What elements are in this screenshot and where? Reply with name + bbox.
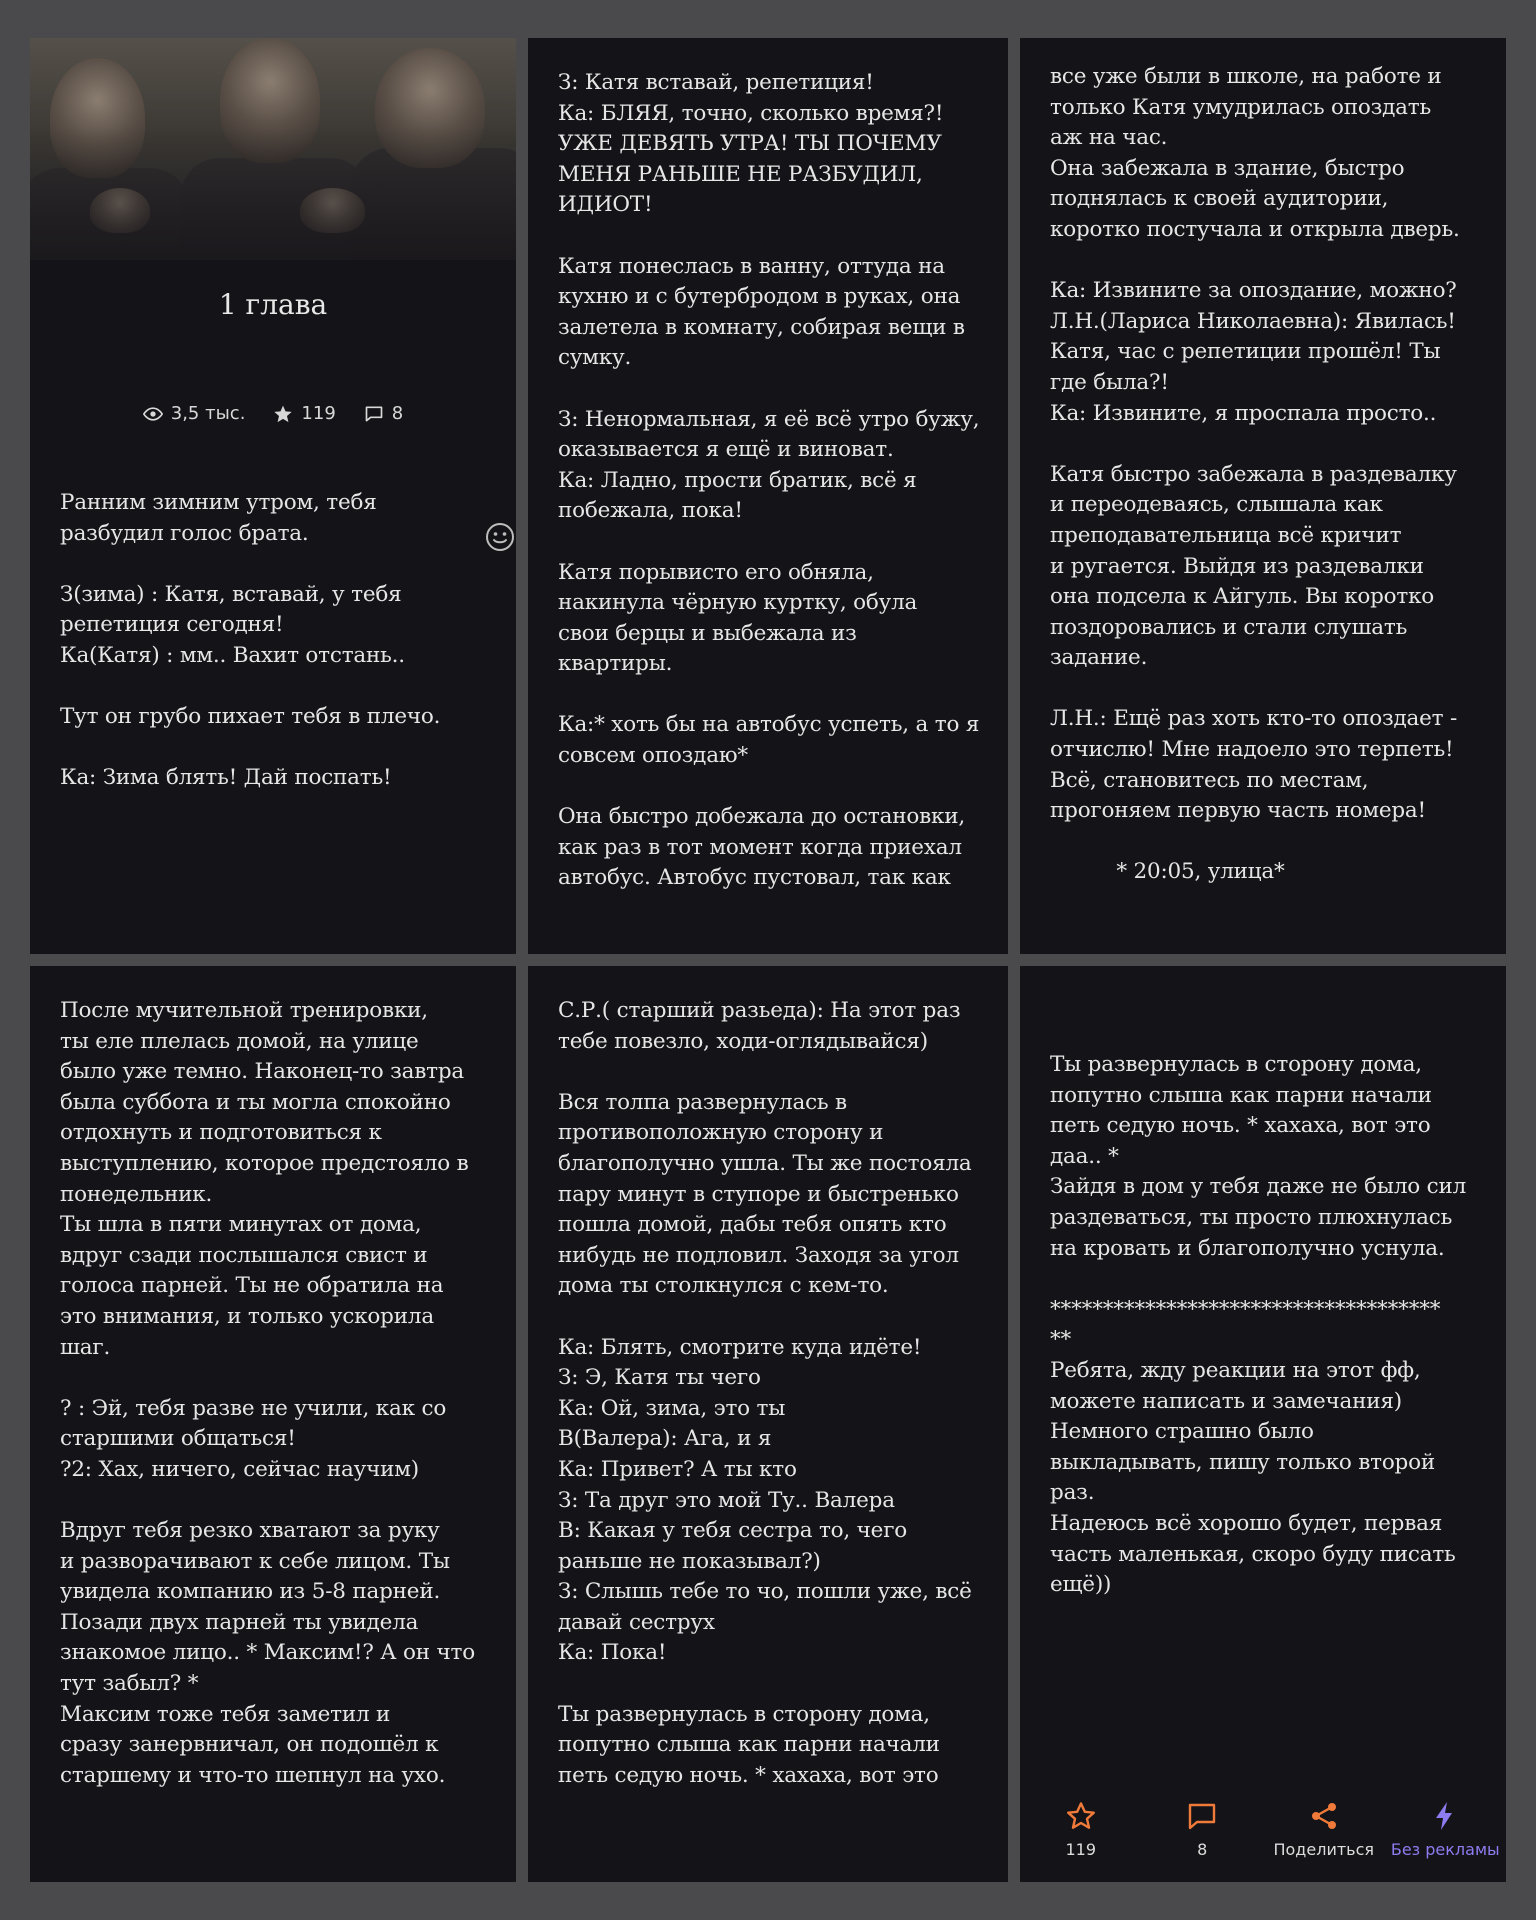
chapter-text-panel-6 (1020, 966, 1506, 1882)
comments-stat (364, 403, 403, 424)
chapter-text-part-4: После мучительной тренировки, ты еле плелась домой, на улице было уже темно. Наконец-то завтра была суббота и ты могла спокойно отдохнуть и подготовиться к выступлению, которое предстояло в понедельник. Ты шла в пяти минутах от дома, вдруг сзади послышался свист и голоса парней. Ты не обратила на это внимания, и только ускорила шаг. ? : Эй, тебя разве не учили, как со старшими общаться! ?2: Хах, ничего, сейчас научим) Вдруг тебя резко хватают за руку и разворачивают к себе лицом. Ты увидела компанию из 5-8 парней. Позади двух парней ты увидела знакомое лицо.. * Максим!? А он что тут забыл? * Максим тоже тебя заметил и сразу занервничал, он подошёл к старшему и что-то шепнул на ухо. (60, 998, 475, 1788)
eye-icon (143, 404, 163, 424)
comments-button[interactable] (1142, 1800, 1262, 1859)
chapter-text-part-3: все уже были в школе, на работе и только Катя умудрилась опоздать аж на час. Она забежала в здание, быстро поднялась к своей аудитории, коротко постучала и открыла дверь. Ка: Извините за опоздание, можно? Л.Н.(Лариса Николаевна): Явилась! Катя, час с репетиции прошёл! Ты где была?! Ка: Извините, я проспала просто.. Катя быстро забежала в раздевалку и переодеваясь, слышала как преподавательница всё кричит и ругается. Выйдя из раздевалки она подсела к Айгуль. Вы коротко поздоровались и стали слушать задание. Л.Н.: Ещё раз хоть кто-то опоздает - отчислю! Мне надоело это терпеть! Всё, становитесь по местам, прогоняем первую часть номера! * 20:05, улица* (1050, 64, 1460, 885)
comments-count: 8 (391, 403, 404, 424)
chapter-text-panel-4 (30, 966, 516, 1882)
chapter-text-part-5: С.Р.( старший разьеда): На этот раз тебе повезло, ходи-оглядывайся) Вся толпа развернулась в противоположную сторону и благополучно ушла. Ты же постояла пару минут в ступоре и быстренько пошла домой, дабы тебя опять кто нибудь не подловил. Заходя за угол дома ты столкнулся с кем-то. Ка: Блять, смотрите куда идёте! З: Э, Катя ты чего Ка: Ой, зима, это ты В(Валера): Ага, и я Ка: Привет? А ты кто З: Та друг это мой Ту.. Валера В: Какая у тебя сестра то, чего раньше не показывал?) З: Слышь тебе то чо, пошли уже, всё давай сеструх Ка: Пока! Ты развернулась в сторону дома, попутно слыша как парни начали петь седую ночь. * хахаха, вот это (558, 998, 972, 1788)
chapter-text-part-2: З: Катя вставай, репетиция! Ка: БЛЯЯ, точно, сколько время?! УЖЕ ДЕВЯТЬ УТРА! ТЫ ПОЧЕМУ МЕНЯ РАНЬШЕ НЕ РАЗБУДИЛ, ИДИОТ! Катя понеслась в ванну, оттуда на кухню и с бутербродом в руках, она залетела в комнату, собирая вещи в сумку. З: Ненормальная, я её всё утро бужу, оказывается я ещё и виноват. Ка: Ладно, прости братик, всё я побежала, пока! Катя порывисто его обняла, накинула чёрную куртку, обула свои берцы и выбежала из квартиры. Ка:* хоть бы на автобус успеть, а то я совсем опоздаю* Она быстро добежала до остановки, как раз в тот момент когда приехал автобус. Автобус пустовал, так как (558, 70, 980, 891)
chapter-text-panel-3 (1020, 38, 1506, 954)
lightning-icon (1429, 1800, 1461, 1832)
share-button[interactable] (1264, 1800, 1384, 1859)
chapter-stats (30, 403, 516, 424)
comment-bubble-icon (1186, 1800, 1218, 1832)
share-label: Поделиться (1273, 1839, 1375, 1859)
chapter-cover-panel (30, 38, 516, 954)
like-button[interactable] (1021, 1800, 1141, 1859)
stars-stat (273, 403, 335, 424)
chapter-text-panel-5 (528, 966, 1008, 1882)
stars-count: 119 (301, 403, 336, 424)
bottom-action-bar (1020, 1772, 1506, 1882)
no-ads-button[interactable] (1385, 1800, 1505, 1859)
views-count: 3,5 тыс. (170, 403, 246, 424)
chapter-text-panel-2 (528, 38, 1008, 954)
star-icon (273, 404, 293, 424)
smiley-icon[interactable] (485, 522, 515, 552)
chapter-title: 1 глава (218, 288, 328, 321)
cover-image (30, 38, 516, 260)
no-ads-label: Без рекламы (1390, 1839, 1500, 1859)
chapter-text-part-6: Ты развернулась в сторону дома, попутно слыша как парни начали петь седую ночь. * хахаха, вот это даа.. * Зайдя в дом у тебя даже не было сил раздеваться, ты просто плюхнулась на кровать и благополучно уснула. ************************************* ** Ребята, жду реакции на этот фф, можете написать и замечания) Немного страшно было выкладывать, пишу только второй раз. Надеюсь всё хорошо будет, первая часть маленькая, скоро буду писать ещё)) (1050, 1052, 1467, 1598)
star-outline-icon (1065, 1800, 1097, 1832)
comments-count-bottom: 8 (1197, 1839, 1208, 1859)
share-icon (1308, 1800, 1340, 1832)
views-stat (143, 403, 246, 424)
chapter-text-part-1: Ранним зимним утром, тебя разбудил голос брата. З(зима) : Катя, вставай, у тебя репетиция сегодня! Ка(Катя) : мм.. Вахит отстань.. Тут он грубо пихает тебя в плечо. Ка: Зима блять! Дай поспать! (60, 490, 441, 791)
like-count: 119 (1065, 1839, 1097, 1859)
comment-icon (364, 404, 384, 424)
